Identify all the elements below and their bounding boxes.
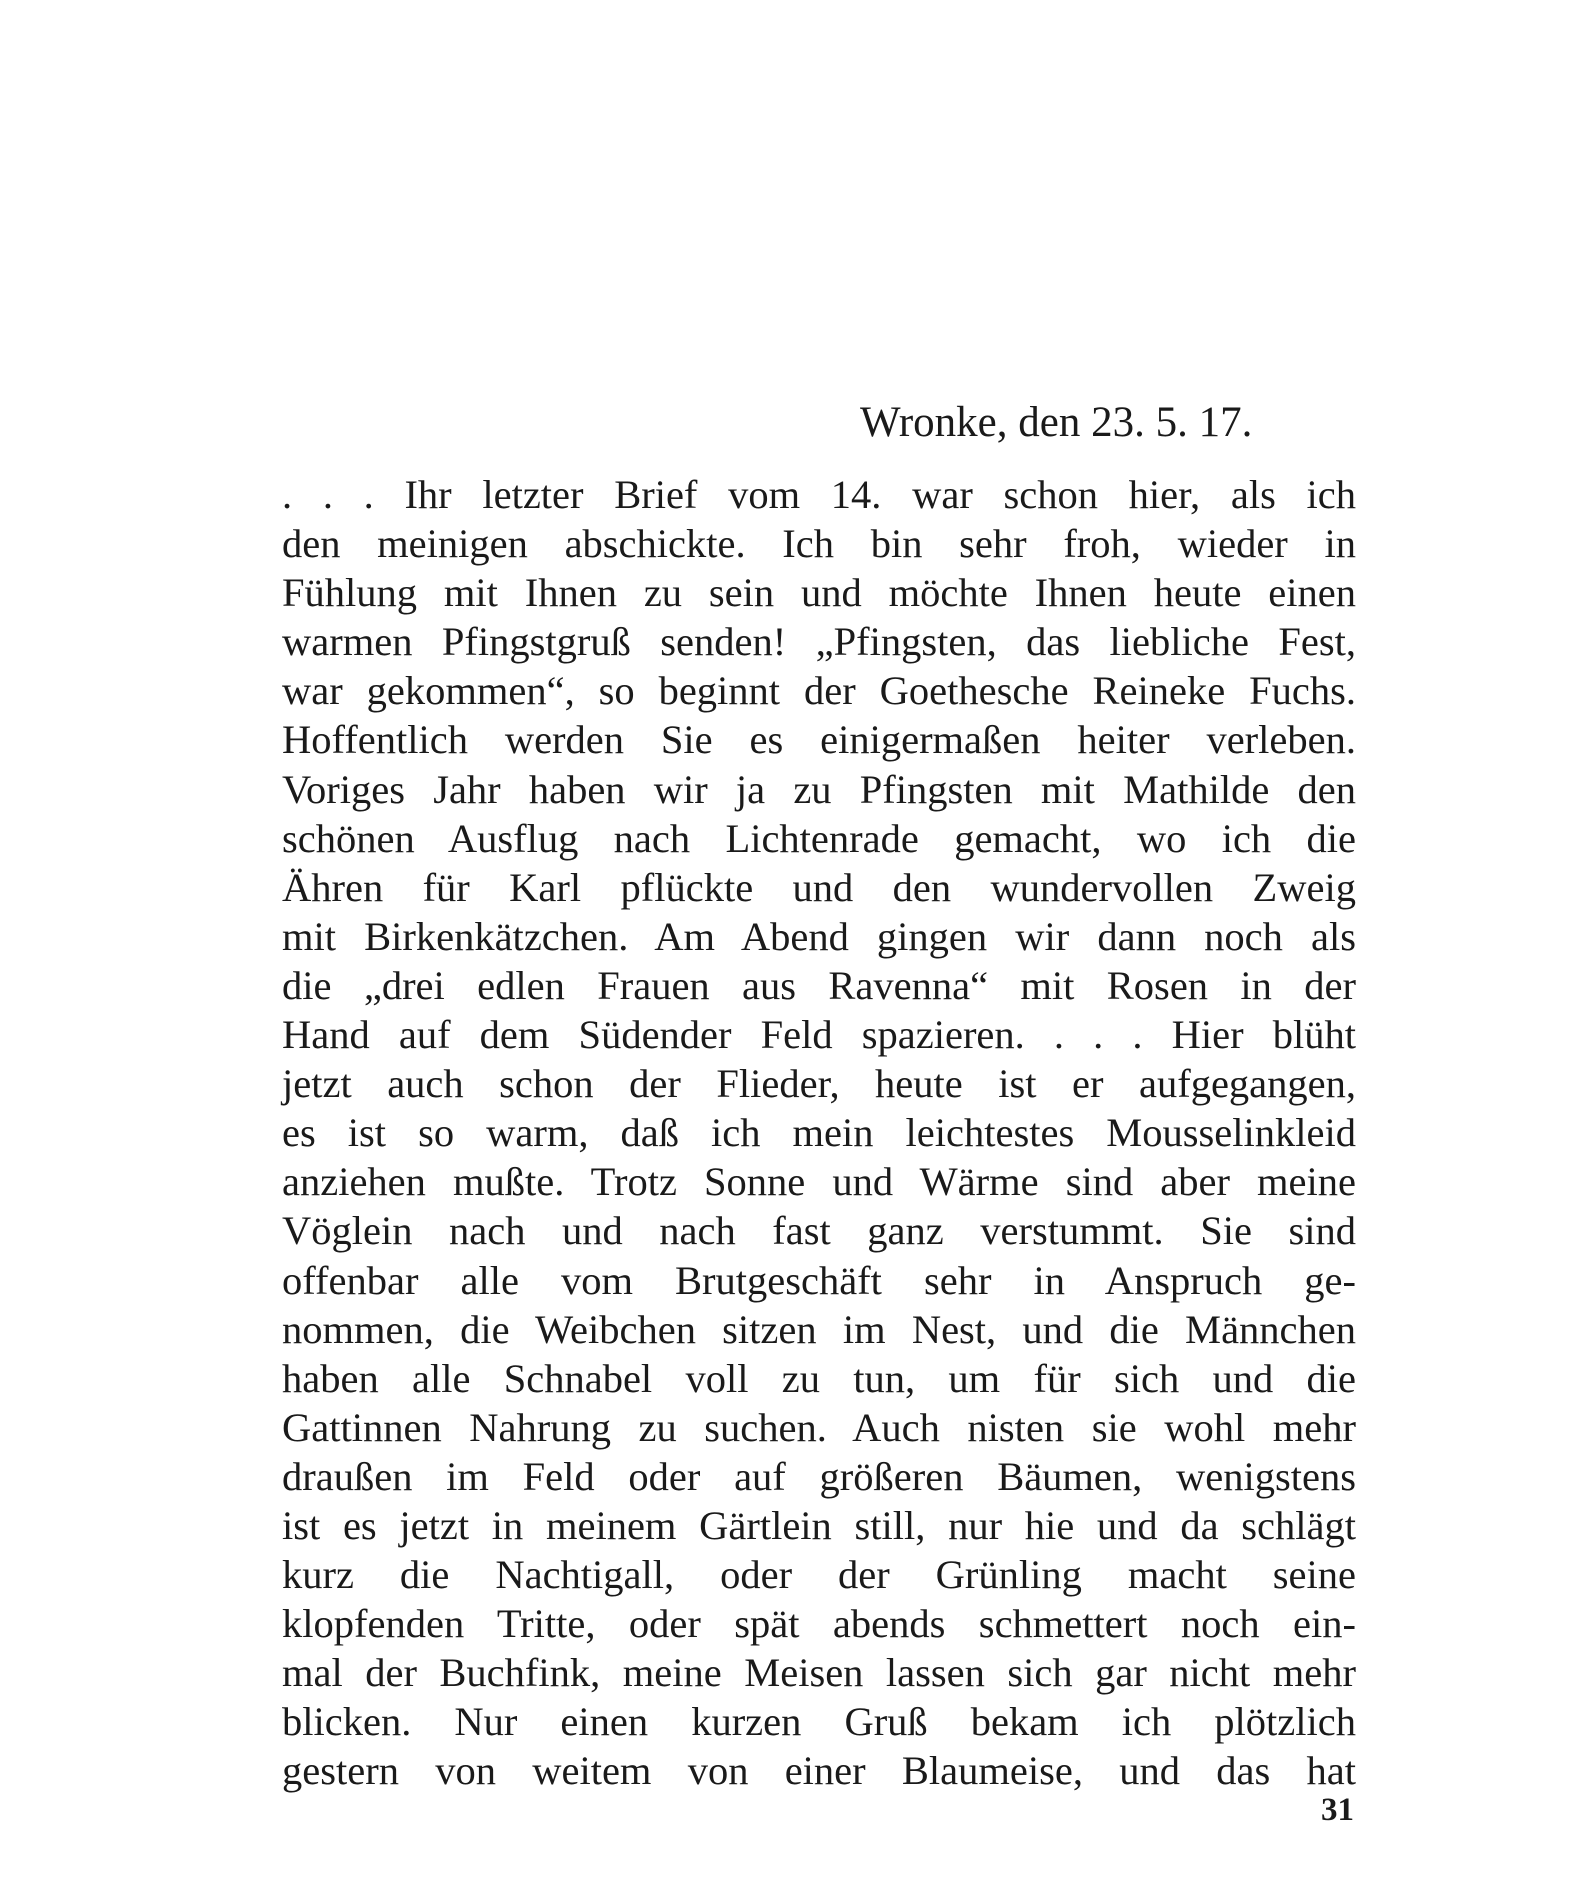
text-line: draußen im Feld oder auf größeren Bäumen, wenigstens	[282, 1453, 1356, 1499]
text-line: blicken. Nur einen kurzen Gruß bekam ich plötzlich	[282, 1699, 1356, 1745]
text-line: ist es jetzt in meinem Gärtlein still, nur hie und da schlägt	[282, 1502, 1356, 1548]
text-line: war gekommen“, so beginnt der Goethesche Reineke Fuchs.	[282, 668, 1356, 714]
text-line: . . . Ihr letzter Brief vom 14. war schon hier, als ich	[282, 472, 1356, 517]
text-line: die „drei edlen Frauen aus Ravenna“ mit Rosen in der	[282, 962, 1356, 1008]
text-line: kurz die Nachtigall, oder der Grünling macht seine	[282, 1552, 1356, 1598]
text-line: Voriges Jahr haben wir ja zu Pfingsten mit Mathilde den	[282, 766, 1356, 812]
text-line: Hand auf dem Südender Feld spazieren. . . . Hier blüht	[282, 1012, 1356, 1058]
text-line: Hoffentlich werden Sie es einigermaßen heiter verleben.	[282, 717, 1356, 763]
text-line: gestern von weitem von einer Blaumeise, und das hat	[282, 1748, 1356, 1794]
text-line: offenbar alle vom Brutgeschäft sehr in Anspruch ge-	[282, 1257, 1356, 1303]
text-line: Gattinnen Nahrung zu suchen. Auch nisten sie wohl mehr	[282, 1404, 1356, 1450]
text-line: es ist so warm, daß ich mein leichtestes Mousselinkleid	[282, 1110, 1356, 1156]
text-line: den meinigen abschickte. Ich bin sehr froh, wieder in	[282, 521, 1356, 567]
text-line: mal der Buchfink, meine Meisen lassen sich gar nicht mehr	[282, 1650, 1356, 1696]
text-line: klopfenden Tritte, oder spät abends schmettert noch ein-	[282, 1601, 1356, 1647]
text-line: anziehen mußte. Trotz Sonne und Wärme sind aber meine	[282, 1159, 1356, 1205]
text-line: mit Birkenkätzchen. Am Abend gingen wir dann noch als	[282, 913, 1356, 959]
letter-body	[282, 470, 1356, 1796]
text-line: Fühlung mit Ihnen zu sein und möchte Ihnen heute einen	[282, 570, 1356, 616]
text-line: Vöglein nach und nach fast ganz verstummt. Sie sind	[282, 1208, 1356, 1254]
letter-dateline: Wronke, den 23. 5. 17.	[860, 399, 1253, 446]
page-number: 31	[1321, 1792, 1354, 1828]
text-line: schönen Ausflug nach Lichtenrade gemacht, wo ich die	[282, 815, 1356, 861]
text-line: warmen Pfingstgruß senden! „Pfingsten, das liebliche Fest,	[282, 619, 1356, 665]
text-line: nommen, die Weibchen sitzen im Nest, und die Männchen	[282, 1306, 1356, 1352]
text-line: jetzt auch schon der Flieder, heute ist er aufgegangen,	[282, 1061, 1356, 1107]
text-line: haben alle Schnabel voll zu tun, um für sich und die	[282, 1355, 1356, 1401]
text-line: Ähren für Karl pflückte und den wundervollen Zweig	[282, 864, 1356, 910]
